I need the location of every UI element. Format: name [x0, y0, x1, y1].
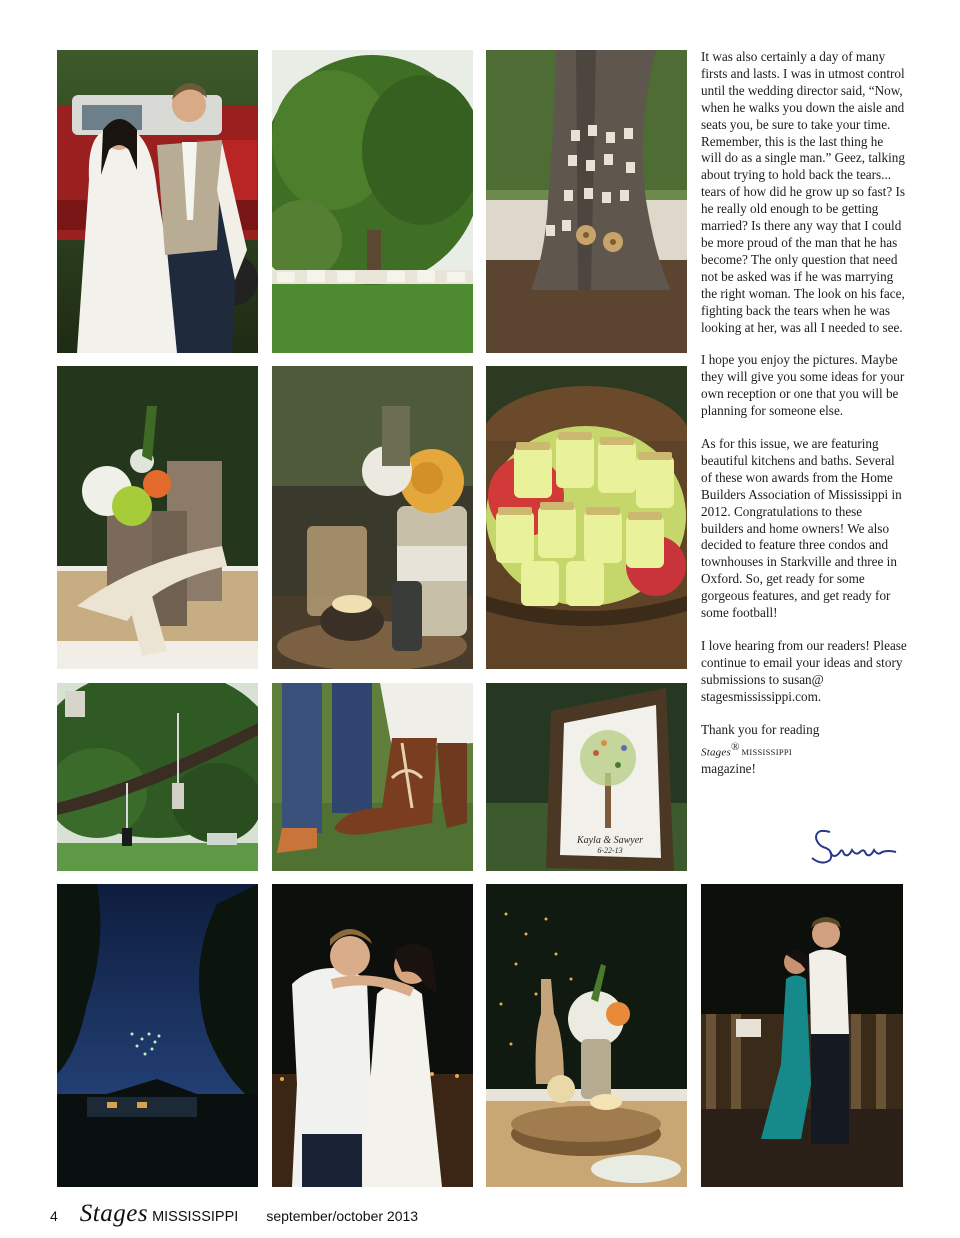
- photo-oak-tree-reception: [272, 50, 473, 353]
- magazine-text: magazine!: [701, 760, 756, 776]
- signature-susan: [808, 822, 898, 870]
- photo-bride-groom-truck: [57, 50, 258, 353]
- stages-logo: Stages: [79, 1200, 149, 1227]
- photo-rose-jar-candle: [272, 366, 473, 669]
- page-footer: [50, 1200, 418, 1228]
- page-number: 4: [50, 1208, 58, 1224]
- photo-couple-dance: [272, 884, 473, 1187]
- letter-paragraph-4: I love hearing from our readers! Please continue to email your ideas and story submissions to susan@ stagesmississippi.com.: [701, 638, 907, 704]
- stages-inline-logo: Stages: [701, 745, 731, 758]
- photo-mason-jar-barrel: [486, 366, 687, 669]
- photo-centerpiece-logs: [57, 366, 258, 669]
- photo-cowboy-boots: [272, 683, 473, 871]
- letter-paragraph-3: As for this issue, we are featuring beautiful kitchens and baths. Several of these won awards from the Home Builders Association of Mississippi in 2012. Congratulations to these builders and home owners! We also decided to feature three condos and townhouses in Starkville and three in Oxford. So, get ready for some gorgeous features, and get ready for some football!: [701, 436, 902, 621]
- letter-thanks: [701, 722, 907, 778]
- letter-paragraph-1: It was also certainly a day of many firsts and lasts. I was in utmost control until the wedding director said, “Now, when he walks you down the aisle and seats you, be sure to take your time. Remember, this is the last thing he will do as a single man.” Geez, talking about trying to hold back the tears... tears of how did he grow up so fast? Is he really old enough to be getting married? Is there any way that I could be more proud of the man that he has become? The only question that need not be asked was if he was marrying the right woman. The look on his face, fighting back the tears when he was looking at her, was all I needed to see.: [701, 49, 905, 335]
- guestbook-date: 6-22-13: [597, 846, 623, 855]
- photo-fireworks-night: [57, 884, 258, 1187]
- photo-guestbook-frame: [486, 683, 687, 871]
- photo-couple-night: [701, 884, 903, 1187]
- thanks-text: Thank you for reading: [701, 721, 820, 737]
- editor-letter: [701, 49, 907, 782]
- mississippi-inline: MISSISSIPPI: [741, 746, 793, 757]
- photo-lanterns-tree: [57, 683, 258, 871]
- photo-bottle-centerpiece: [486, 884, 687, 1187]
- issue-date: september/october 2013: [266, 1208, 419, 1224]
- letter-paragraph-2: I hope you enjoy the pictures. Maybe they will give you some ideas for your own reception or one that you will be planning for someone else.: [701, 352, 905, 419]
- guestbook-names: Kayla & Sawyer: [576, 835, 644, 846]
- footer-mississippi: MISSISSIPPI: [152, 1209, 239, 1225]
- registered-mark: ®: [730, 740, 740, 753]
- photo-tree-trunk-photos: [486, 50, 687, 353]
